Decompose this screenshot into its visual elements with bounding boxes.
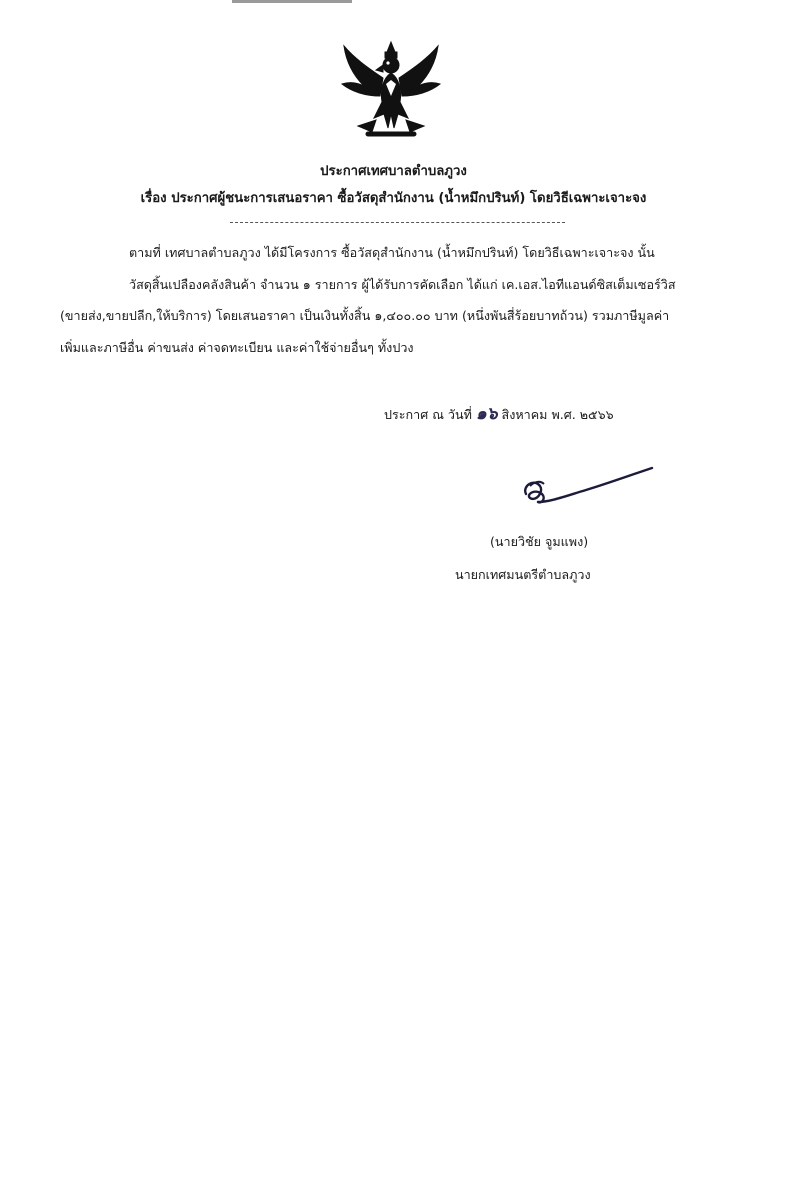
scan-edge-mark [232, 0, 352, 3]
date-month-year: สิงหาคม พ.ศ. ๒๕๖๖ [501, 407, 614, 422]
date-prefix: ประกาศ ณ วันที่ [384, 407, 472, 422]
document-subject: เรื่อง ประกาศผู้ชนะการเสนอราคา ซื้อวัสดุสำนักงาน (น้ำหมึกปรินท์) โดยวิธีเฉพาะเจาะจง [140, 191, 647, 206]
date-day: ๑๖ [475, 404, 498, 424]
handwritten-signature [516, 464, 656, 516]
body-line-3: (ขายส่ง,ขายปลีก,ให้บริการ) โดยเสนอราคา เป็นเงินทั้งสิ้น ๑,๔๐๐.๐๐ บาท (หนึ่งพันสี่ร้อยบาทถ้วน) รวมภาษีมูลค่า [60, 308, 670, 323]
document-title: ประกาศเทศบาลตำบลภูวง [320, 164, 467, 179]
body-line-4: เพิ่มและภาษีอื่น ค่าขนส่ง ค่าจดทะเบียน และค่าใช้จ่ายอื่นๆ ทั้งปวง [60, 340, 414, 355]
signer-name: (นายวิชัย จูมแพง) [490, 534, 589, 549]
garuda-emblem [336, 38, 446, 142]
signer-position: นายกเทศมนตรีตำบลภูวง [455, 567, 591, 582]
body-line-2: วัสดุสิ้นเปลืองคลังสินค้า จำนวน ๑ รายการ ผู้ได้รับการคัดเลือก ได้แก่ เค.เอส.ไอทีแอนด์ซิสเต็มเซอร์วิส [129, 277, 676, 292]
body-line-1: ตามที่ เทศบาลตำบลภูวง ได้มีโครงการ ซื้อวัสดุสำนักงาน (น้ำหมึกปรินท์) โดยวิธีเฉพาะเจาะจง นั้น [129, 245, 655, 260]
divider [230, 222, 565, 223]
announcement-date [384, 400, 614, 427]
